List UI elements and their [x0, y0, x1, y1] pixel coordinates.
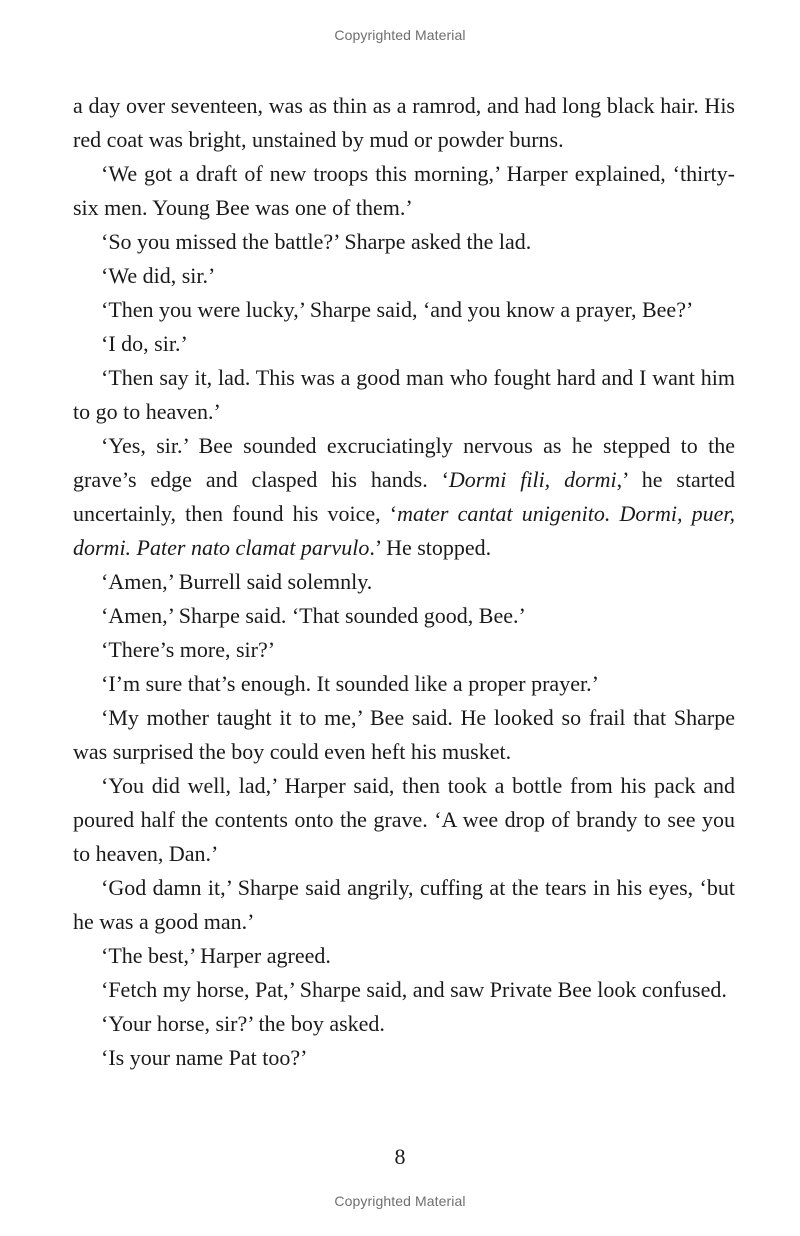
paragraph: ‘Then say it, lad. This was a good man who fought hard and I want him to go to heaven.’	[73, 365, 735, 424]
paragraph: a day over seventeen, was as thin as a ramrod, and had long black hair. His red coat was bright, unstained by mud or powder burns.	[73, 93, 735, 152]
paragraph: ‘Then you were lucky,’ Sharpe said, ‘and you know a prayer, Bee?’	[101, 297, 694, 322]
paragraph: ‘Fetch my horse, Pat,’ Sharpe said, and saw Private Bee look confused.	[101, 977, 727, 1002]
paragraph: ‘I’m sure that’s enough. It sounded like a proper prayer.’	[101, 671, 599, 696]
paragraph: ‘Amen,’ Sharpe said. ‘That sounded good, Bee.’	[101, 603, 526, 628]
copyright-watermark-bottom: Copyrighted Material	[334, 1193, 466, 1209]
paragraph: ‘Amen,’ Burrell said solemnly.	[101, 569, 373, 594]
copyright-watermark-top: Copyrighted Material	[334, 27, 466, 43]
latin-prayer-text: Dormi fili, dormi	[448, 467, 617, 492]
paragraph: ‘We did, sir.’	[101, 263, 216, 288]
paragraph: ‘There’s more, sir?’	[101, 637, 276, 662]
paragraph: ‘I do, sir.’	[101, 331, 188, 356]
page-number: 8	[394, 1144, 406, 1169]
paragraph: ‘You did well, lad,’ Harper said, then took a bottle from his pack and poured half the contents onto the grave. ‘A wee drop of brandy to see you to heaven, Dan.’	[73, 773, 735, 866]
latin-prayer-text: mater cantat unigenito. Dormi, puer, dormi. Pater nato clamat parvulo	[73, 501, 735, 560]
paragraph: ‘God damn it,’ Sharpe said angrily, cuffing at the tears in his eyes, ‘but he was a good man.’	[73, 875, 735, 934]
paragraph: ‘We got a draft of new troops this morning,’ Harper explained, ‘thirty-six men. Young Bee was one of them.’	[73, 161, 735, 220]
paragraph: ‘My mother taught it to me,’ Bee said. He looked so frail that Sharpe was surprised the boy could even heft his musket.	[73, 705, 735, 764]
paragraph: ‘Your horse, sir?’ the boy asked.	[101, 1011, 385, 1036]
paragraph: ‘So you missed the battle?’ Sharpe asked the lad.	[101, 229, 532, 254]
paragraph: ‘Is your name Pat too?’	[101, 1045, 308, 1070]
paragraph: ‘The best,’ Harper agreed.	[101, 943, 331, 968]
paragraph: ‘Yes, sir.’ Bee sounded excruciatingly nervous as he stepped to the grave’s edge and clasped his hands. ‘Dormi fili, dormi,’ he started uncertainly, then found his voice, ‘mater cantat unigenito. Dormi, puer, dormi. Pater nato clamat parvulo.’ He stopped.	[73, 433, 735, 560]
page-body-text	[73, 89, 735, 1075]
